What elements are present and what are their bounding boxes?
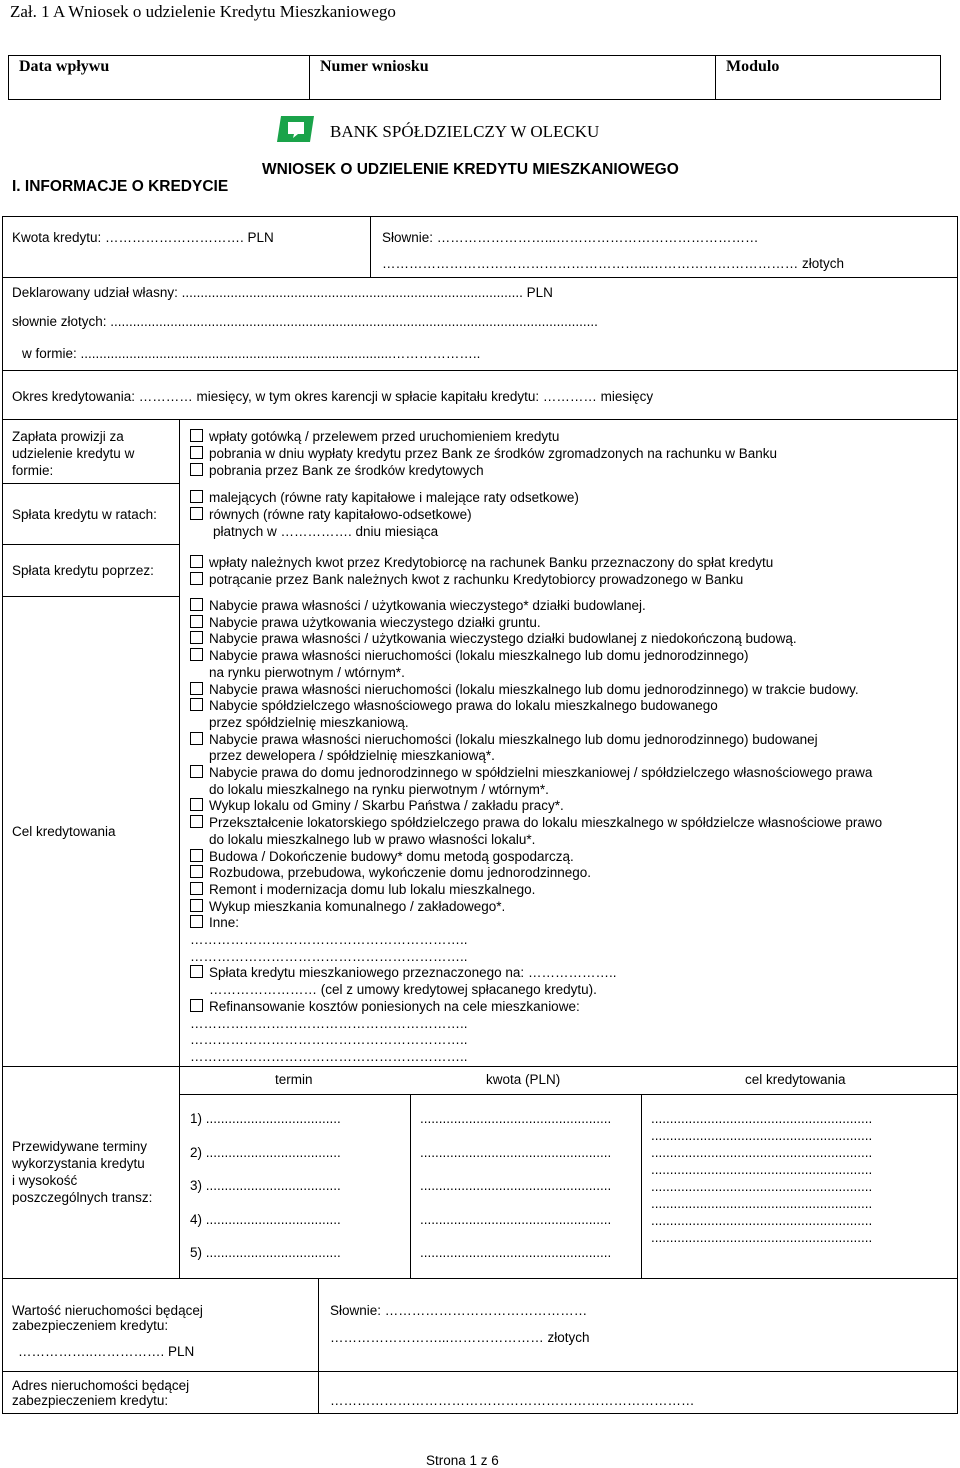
wartosc-slownie-field[interactable]: Słownie: ……………………………………… <box>330 1303 588 1318</box>
cel-option[interactable]: Remont i modernizacja domu lub lokalu mieszkalnego. <box>190 882 535 899</box>
poprzez-option[interactable]: wpłaty należnych kwot przez Kredytobiorcę na rachunek Banku przeznaczony do spłat kredytu <box>190 555 773 572</box>
cel-option[interactable]: Nabycie prawa własności / użytkowania wieczystego* działki budowlanej. <box>190 598 646 615</box>
prowizja-label-3: formie: <box>12 463 54 478</box>
checkbox-icon[interactable] <box>190 732 203 745</box>
checkbox-icon[interactable] <box>190 598 203 611</box>
prowizja-label-2: udzielenie kredytu w <box>12 446 135 461</box>
cel-transzy-field[interactable]: ........................................................... <box>651 1196 873 1211</box>
raty-option[interactable]: malejących (równe raty kapitałowe i malejące raty odsetkowe) <box>190 490 579 507</box>
transze-bottom-border <box>2 1278 958 1279</box>
cel-option[interactable]: Nabycie prawa własności nieruchomości (lokalu mieszkalnego lub domu jednorodzinnego) <box>190 648 749 665</box>
transze-label-2: wykorzystania kredytu <box>12 1156 145 1171</box>
kwota-field[interactable]: ................................................... <box>420 1211 612 1227</box>
modulo-cell[interactable]: Modulo <box>716 56 941 100</box>
bank-logo-icon <box>276 114 316 144</box>
transze-divider-1 <box>410 1094 411 1278</box>
cel-bottom-border <box>2 1066 958 1067</box>
checkbox-icon[interactable] <box>190 698 203 711</box>
cel-transzy-field[interactable]: ........................................................... <box>651 1162 873 1177</box>
wartosc-label-1: Wartość nieruchomości będącej <box>12 1303 203 1318</box>
checkbox-icon[interactable] <box>190 615 203 628</box>
cel-option[interactable]: Wykup mieszkania komunalnego / zakładowego*. <box>190 899 505 916</box>
checkbox-icon[interactable] <box>190 490 203 503</box>
transze-label-4: poszczególnych transz: <box>12 1190 153 1205</box>
cel-dotted-line[interactable]: …………………………………………………….. <box>190 932 468 947</box>
cel-option[interactable]: Nabycie prawa własności / użytkowania wieczystego działki budowlanej z niedokończoną budową. <box>190 631 797 648</box>
cel-label: Cel kredytowania <box>12 824 116 839</box>
data-wplywu-cell[interactable]: Data wpływu <box>9 56 310 100</box>
checkbox-icon[interactable] <box>190 999 203 1012</box>
cel-option[interactable]: Wykup lokalu od Gminy / Skarbu Państwa / zakładu pracy*. <box>190 798 564 815</box>
prowizja-option[interactable]: pobrania przez Bank ze środków kredytowych <box>190 463 484 480</box>
termin-field[interactable]: 5) .................................... <box>190 1245 341 1260</box>
checkbox-icon[interactable] <box>190 765 203 778</box>
poprzez-label: Spłata kredytu poprzez: <box>12 563 154 578</box>
cel-dotted-line[interactable]: …………………………………………………….. <box>190 948 468 964</box>
cel-transzy-field[interactable]: ........................................................... <box>651 1179 873 1194</box>
raty-option[interactable]: równych (równe raty kapitałowo-odsetkowe) <box>190 507 472 524</box>
prowizja-label-1: Zapłata prowizji za <box>12 429 124 444</box>
cel-option[interactable]: Rozbudowa, przebudowa, wykończenie domu jednorodzinnego. <box>190 865 591 882</box>
wartosc-label-2: zabezpieczeniem kredytu: <box>12 1318 169 1333</box>
kwota-kredytu-field[interactable]: Kwota kredytu: …………………………. PLN <box>12 230 274 245</box>
cel-dotted-line[interactable]: …………………………………………………….. <box>190 1048 468 1064</box>
prowizja-bottom-border <box>2 483 180 484</box>
document-title: Zał. 1 A Wniosek o udzielenie Kredytu Mieszkaniowego <box>10 2 396 21</box>
page-footer: Strona 1 z 6 <box>426 1453 499 1468</box>
cel-transzy-field[interactable]: ........................................................... <box>651 1230 873 1245</box>
poprzez-bottom-border <box>2 596 180 597</box>
transze-header-border <box>179 1094 958 1095</box>
cel-option[interactable]: Nabycie prawa własności nieruchomości (lokalu mieszkalnego lub domu jednorodzinnego) w trakcie budowy. <box>190 682 859 699</box>
kwota-field[interactable]: ................................................... <box>420 1111 612 1126</box>
cel-option: przez spółdzielnię mieszkaniową. <box>209 714 409 730</box>
kwota-field[interactable]: ................................................... <box>420 1178 612 1193</box>
label-column-divider <box>179 419 180 1278</box>
checkbox-icon[interactable] <box>190 463 203 476</box>
cel-option[interactable]: Refinansowanie kosztów poniesionych na cele mieszkaniowe: <box>190 999 580 1016</box>
checkbox-icon[interactable] <box>190 865 203 878</box>
checkbox-icon[interactable] <box>190 915 203 928</box>
kwota-divider <box>370 216 371 277</box>
checkbox-icon[interactable] <box>190 798 203 811</box>
cel-option: przez dewelopera / spółdzielnię mieszkaniową*. <box>209 748 495 764</box>
transze-label-3: i wysokość <box>12 1173 78 1188</box>
wartosc-divider <box>318 1278 319 1414</box>
cel-transzy-field[interactable]: ........................................................... <box>651 1145 873 1160</box>
checkbox-icon[interactable] <box>190 631 203 644</box>
prowizja-option[interactable]: wpłaty gotówką / przelewem przed uruchomieniem kredytu <box>190 429 559 446</box>
okres-kredytowania-field[interactable]: Okres kredytowania: ………… miesięcy, w tym okres karencji w spłacie kapitału kredytu: ………… miesięcy <box>12 389 654 404</box>
termin-field[interactable]: 3) .................................... <box>190 1178 341 1193</box>
kwota-header: kwota (PLN) <box>486 1072 561 1087</box>
cel-option[interactable]: Przekształcenie lokatorskiego spółdzielczego prawa do lokalu mieszkalnego w spółdzielcze własnościowe prawo <box>190 815 882 832</box>
form-title: WNIOSEK O UDZIELENIE KREDYTU MIESZKANIOWEGO <box>262 161 679 178</box>
cel-header: cel kredytowania <box>745 1072 846 1087</box>
cel-option[interactable]: Nabycie prawa własności nieruchomości (lokalu mieszkalnego lub domu jednorodzinnego) budowanej <box>190 732 818 749</box>
checkbox-icon[interactable] <box>190 572 203 585</box>
udzial-slownie-field[interactable]: słownie złotych: .................................................................................................................................. <box>12 314 598 329</box>
adres-label-2: zabezpieczeniem kredytu: <box>12 1393 169 1408</box>
transze-divider-2 <box>641 1094 642 1278</box>
cel-option[interactable]: Nabycie prawa do domu jednorodzinnego w spółdzielni mieszkaniowej / spółdzielczego własnościowego prawa <box>190 765 872 782</box>
platnych-w-field[interactable]: płatnych w ……………. dniu miesiąca <box>213 524 439 539</box>
termin-field[interactable]: 2) .................................... <box>190 1144 341 1160</box>
kwota-slownie-field[interactable]: Słownie: ……………………...……………………………………… <box>382 230 759 245</box>
checkbox-icon[interactable] <box>190 682 203 695</box>
wartosc-bottom-border <box>2 1371 958 1372</box>
section-title: I. INFORMACJE O KREDYCIE <box>12 178 229 195</box>
kwota-bottom-border <box>2 277 958 278</box>
cel-option: do lokalu mieszkalnego lub w prawo własności lokalu*. <box>209 831 536 847</box>
w-formie-field[interactable]: w formie: ...................................................................................……………….. <box>22 346 481 361</box>
cel-option[interactable]: Budowa / Dokończenie budowy* domu metodą gospodarczą. <box>190 849 574 866</box>
checkbox-icon[interactable] <box>190 899 203 912</box>
cel-transzy-field[interactable]: ........................................................... <box>651 1111 873 1126</box>
okres-bottom-border <box>2 419 958 420</box>
numer-wniosku-cell[interactable]: Numer wniosku <box>310 56 716 100</box>
cel-option[interactable]: Nabycie spółdzielczego własnościowego prawa do lokalu mieszkalnego budowanego <box>190 698 718 715</box>
termin-field[interactable]: 4) .................................... <box>190 1211 341 1227</box>
checkbox-icon[interactable] <box>190 965 203 978</box>
checkbox-icon[interactable] <box>190 429 203 442</box>
termin-header: termin <box>275 1072 313 1087</box>
adres-value-field[interactable]: ……………………………………………………………………… <box>330 1393 695 1408</box>
prowizja-option[interactable]: pobrania w dniu wypłaty kredytu przez Bank ze środków zgromadzonych na rachunku w Banku <box>190 446 777 463</box>
termin-field[interactable]: 1) .................................... <box>190 1111 341 1126</box>
table-right-border <box>957 216 958 1414</box>
kwota-field[interactable]: ................................................... <box>420 1245 612 1260</box>
cel-option: na rynku pierwotnym / wtórnym*. <box>209 664 405 680</box>
udzial-wlasny-field[interactable]: Deklarowany udział własny: ........................................................................................... PLN <box>12 285 553 300</box>
cel-transzy-field[interactable]: ........................................................... <box>651 1213 873 1228</box>
table-top-border <box>2 216 958 217</box>
cel-option: …………………… (cel z umowy kredytowej spłacanego kredytu). <box>209 982 597 998</box>
wartosc-value-field[interactable]: ……………..……………. PLN <box>18 1344 195 1359</box>
kwota-field[interactable]: ................................................... <box>420 1144 612 1160</box>
registration-header-table <box>8 55 941 100</box>
cel-option[interactable]: Inne: <box>190 915 239 932</box>
cel-dotted-line[interactable]: …………………………………………………….. <box>190 1032 468 1048</box>
checkbox-icon[interactable] <box>190 815 203 828</box>
cel-option: do lokalu mieszkalnego na rynku pierwotnym / wtórnym*. <box>209 781 549 797</box>
raty-label: Spłata kredytu w ratach: <box>12 507 157 522</box>
bank-name: BANK SPÓŁDZIELCZY W OLECKU <box>330 122 600 141</box>
checkbox-icon[interactable] <box>190 555 203 568</box>
cel-dotted-line[interactable]: …………………………………………………….. <box>190 1015 468 1031</box>
cel-option[interactable]: Spłata kredytu mieszkaniowego przeznaczonego na: ……………….. <box>190 965 616 982</box>
checkbox-icon[interactable] <box>190 648 203 661</box>
transze-label-1: Przewidywane terminy <box>12 1139 148 1154</box>
raty-bottom-border <box>2 544 180 545</box>
poprzez-option[interactable]: potrącanie przez Bank należnych kwot z rachunku Kredytobiorcy prowadzonego w Banku <box>190 572 743 589</box>
checkbox-icon[interactable] <box>190 882 203 895</box>
cel-option[interactable]: Nabycie prawa użytkowania wieczystego działki gruntu. <box>190 615 541 632</box>
table-bottom-border <box>2 1413 958 1414</box>
checkbox-icon[interactable] <box>190 849 203 862</box>
adres-label-1: Adres nieruchomości będącej <box>12 1378 190 1393</box>
forma-bottom-border <box>2 370 958 371</box>
cel-transzy-field[interactable]: ........................................................... <box>651 1128 873 1143</box>
wartosc-slownie-line2[interactable]: ……………………...………………… złotych <box>330 1330 590 1345</box>
table-left-border <box>2 216 3 1414</box>
checkbox-icon[interactable] <box>190 446 203 459</box>
checkbox-icon[interactable] <box>190 507 203 520</box>
kwota-slownie-line2[interactable]: …………………………………………………...…………………………… złotych <box>382 256 845 271</box>
